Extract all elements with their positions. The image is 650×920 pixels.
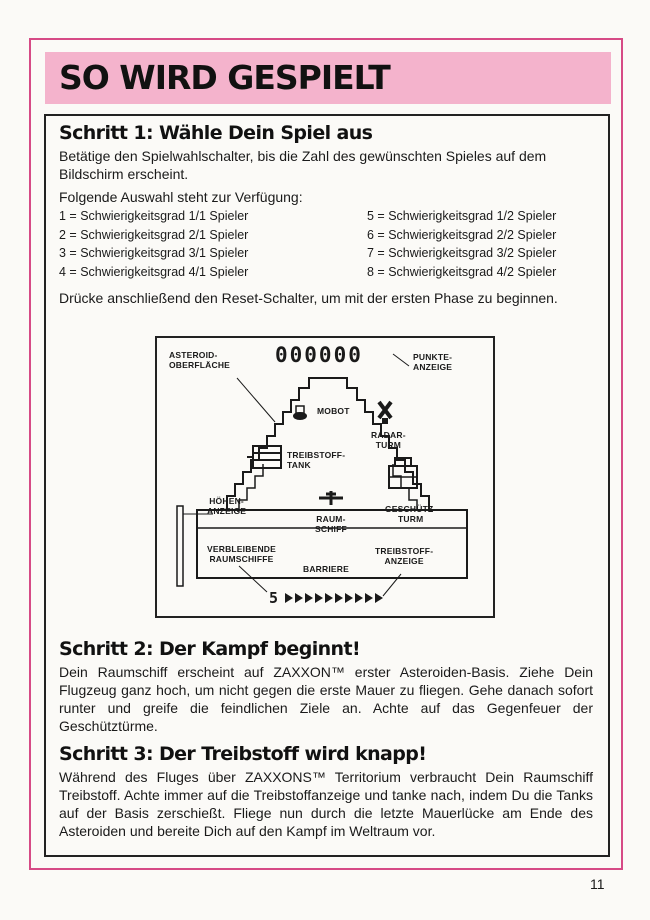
step3-heading: Schritt 3: Der Treibstoff wird knapp!	[59, 743, 427, 765]
fuel-gauge-arrows	[285, 593, 383, 603]
altitude-bar	[177, 506, 183, 586]
score-display: 000000	[275, 343, 363, 367]
label-score-display: PUNKTE- ANZEIGE	[413, 352, 453, 372]
step1-paragraph-3: Drücke anschließend den Reset-Schalter, um mit der ersten Phase zu beginnen.	[59, 290, 558, 306]
step3-paragraph: Während des Fluges über ZAXXONS™ Territorium verbraucht Dein Raumschiff Treibstoff. Achte immer auf die Treibstoffanzeige und tanke nach, indem Du die Tanks auf der Basis zerschießt. Fliege nun durch die letzte Mauerlücke am Ende des Asteroiden und bereite Dich auf den Kampf im Weltraum vor.	[59, 769, 593, 839]
leader-line	[393, 354, 409, 366]
label-fuel-tank: TREIBSTOFF- TANK	[287, 450, 346, 470]
option-item: 6 = Schwierigkeitsgrad 2/2 Spieler	[367, 227, 557, 242]
step1-paragraph-2: Folgende Auswahl steht zur Verfügung:	[59, 189, 303, 205]
label-fuel-gauge: TREIBSTOFF- ANZEIGE	[375, 546, 434, 566]
label-spaceship: RAUM- SCHIFF	[315, 514, 347, 534]
radar-tower-icon	[379, 402, 391, 424]
diagram-artwork	[157, 338, 497, 620]
step1-paragraph-1: Betätige den Spielwahlschalter, bis die Zahl des gewünschten Spieles auf dem Bildschirm erscheint.	[59, 148, 547, 182]
options-right-list	[367, 207, 556, 281]
step2-paragraph: Dein Raumschiff erscheint auf ZAXXON™ erster Asteroiden-Basis. Ziehe Dein Flugzeug ganz hoch, um nicht gegen die erste Mauer zu fliegen. Gehe danach sofort runter und greife die feindlichen Ziele an. Achte auf das Gegenfeuer der Geschütztürme.	[59, 664, 593, 734]
label-asteroid-surface: ASTEROID- OBERFLÄCHE	[169, 350, 231, 370]
option-item: 5 = Schwierigkeitsgrad 1/2 Spieler	[367, 209, 557, 223]
label-gun-turret: GESCHÜTZ- TURM	[385, 504, 437, 524]
option-item: 4 = Schwierigkeitsgrad 4/1 Spieler	[59, 264, 249, 279]
page-number: 11	[590, 876, 605, 892]
label-mobot: MOBOT	[317, 406, 350, 416]
leader-line	[237, 378, 275, 422]
label-remaining-ships: VERBLEIBENDE RAUMSCHIFFE	[207, 544, 276, 564]
options-left-list	[59, 207, 248, 281]
option-item: 3 = Schwierigkeitsgrad 3/1 Spieler	[59, 246, 249, 260]
option-item: 8 = Schwierigkeitsgrad 4/2 Spieler	[367, 264, 557, 279]
title-banner	[45, 52, 611, 104]
label-radar-tower: RADAR- TURM	[371, 430, 406, 450]
fuel-tank-icon	[247, 446, 281, 468]
game-screen-diagram	[155, 336, 495, 618]
lives-counter: 5	[269, 589, 279, 607]
step1-heading: Schritt 1: Wähle Dein Spiel aus	[59, 122, 373, 144]
label-barrier: BARRIERE	[303, 564, 349, 574]
option-item: 7 = Schwierigkeitsgrad 3/2 Spieler	[367, 246, 557, 260]
page-title: SO WIRD GESPIELT	[59, 58, 390, 97]
spaceship-icon	[319, 491, 343, 505]
step2-heading: Schritt 2: Der Kampf beginnt!	[59, 638, 361, 660]
label-altitude-indicator: HÖHEN- ANZEIGE	[207, 496, 247, 516]
option-item: 1 = Schwierigkeitsgrad 1/1 Spieler	[59, 209, 249, 223]
option-item: 2 = Schwierigkeitsgrad 2/1 Spieler	[59, 227, 249, 242]
